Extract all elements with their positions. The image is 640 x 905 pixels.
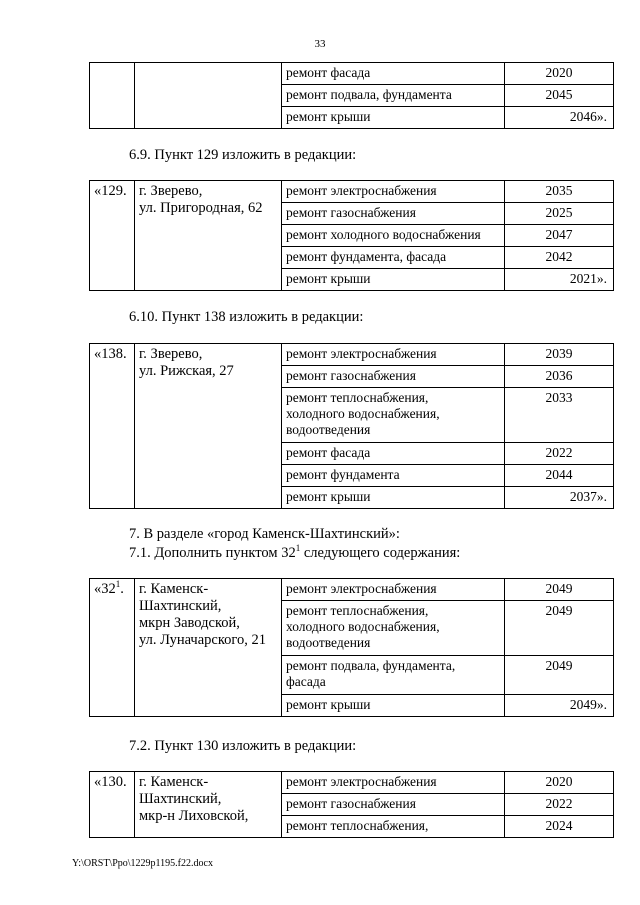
year-cell: 2024 [505,816,614,838]
address-line: г. Зверево, [139,183,203,199]
table-138 [89,343,614,509]
paragraph-6-9: 6.9. Пункт 129 изложить в редакции: [129,147,357,163]
year-cell: 2046». [505,107,614,129]
table-row [90,63,614,85]
table-continuation [89,62,614,129]
work-cell: ремонт газоснабжения [282,794,505,816]
paragraph-7-1 [129,544,460,562]
address-cell [135,579,282,717]
paragraph-6-10: 6.10. Пункт 138 изложить в редакции: [129,309,364,325]
work-cell: ремонт фундамента, фасада [282,247,505,269]
work-cell: ремонт крыши [282,269,505,291]
paragraph-7-2: 7.2. Пункт 130 изложить в редакции: [129,738,357,754]
paragraph-text: следующего содержания: [300,545,461,561]
address-line: Шахтинский, [139,791,222,807]
year-cell: 2022 [505,794,614,816]
num-cell [90,63,135,129]
work-cell: ремонт электроснабжения [282,344,505,366]
table-row [90,579,614,601]
work-line: ремонт теплоснабжения, [286,603,429,618]
num-cell [90,579,135,717]
work-cell: ремонт подвала, фундамента [282,85,505,107]
work-cell [282,388,505,443]
address-line: ул. Рижская, 27 [139,363,234,379]
year-cell: 2021». [505,269,614,291]
table-row [90,772,614,794]
work-cell: ремонт фундамента [282,465,505,487]
year-cell: 2049 [505,579,614,601]
table-row [90,344,614,366]
table-32-1 [89,578,614,717]
footer-file-path: Y:\ORST\Ppo\1229p1195.f22.docx [72,858,213,869]
year-cell: 2049». [505,695,614,717]
address-cell [135,63,282,129]
work-line: водоотведения [286,635,371,650]
work-cell: ремонт крыши [282,487,505,509]
work-cell [282,656,505,695]
year-cell: 2047 [505,225,614,247]
table-129 [89,180,614,291]
year-cell: 2049 [505,656,614,695]
work-cell: ремонт электроснабжения [282,772,505,794]
work-cell: ремонт электроснабжения [282,579,505,601]
work-cell: ремонт фасада [282,63,505,85]
address-line: ул. Пригородная, 62 [139,200,263,216]
year-cell: 2020 [505,63,614,85]
address-cell [135,344,282,509]
address-line: ул. Луначарского, 21 [139,632,266,648]
work-line: холодного водоснабжения, [286,406,440,421]
work-cell: ремонт фасада [282,443,505,465]
address-cell [135,772,282,838]
work-cell: ремонт газоснабжения [282,366,505,388]
address-line: г. Каменск- [139,774,209,790]
year-cell: 2037». [505,487,614,509]
year-cell: 2044 [505,465,614,487]
work-line: ремонт теплоснабжения, [286,390,429,405]
paragraph-text: 7.1. Дополнить пунктом 32 [129,545,296,561]
work-cell: ремонт теплоснабжения, [282,816,505,838]
address-line: мкрн Заводской, [139,615,240,631]
year-cell: 2049 [505,601,614,656]
year-cell: 2039 [505,344,614,366]
work-cell: ремонт газоснабжения [282,203,505,225]
address-line: г. Зверево, [139,346,203,362]
num-cell: «130. [90,772,135,838]
year-cell: 2022 [505,443,614,465]
year-cell: 2042 [505,247,614,269]
work-line: фасада [286,674,326,689]
work-cell: ремонт крыши [282,107,505,129]
work-cell: ремонт крыши [282,695,505,717]
work-cell [282,601,505,656]
num-cell: «138. [90,344,135,509]
work-line: холодного водоснабжения, [286,619,440,634]
num-text: «32 [94,581,116,597]
work-cell: ремонт холодного водоснабжения [282,225,505,247]
year-cell: 2045 [505,85,614,107]
year-cell: 2025 [505,203,614,225]
table-130 [89,771,614,838]
page-number: 33 [314,38,326,50]
work-line: водоотведения [286,422,371,437]
paragraph-7: 7. В разделе «город Каменск-Шахтинский»: [129,526,400,542]
address-line: г. Каменск- [139,581,209,597]
address-line: Шахтинский, [139,598,222,614]
num-text: . [120,581,124,597]
address-line: мкр-н Лиховской, [139,808,249,824]
year-cell: 2035 [505,181,614,203]
superscript: 1 [295,543,301,554]
year-cell: 2033 [505,388,614,443]
work-cell: ремонт электроснабжения [282,181,505,203]
num-cell: «129. [90,181,135,291]
year-cell: 2036 [505,366,614,388]
table-row [90,181,614,203]
year-cell: 2020 [505,772,614,794]
superscript: 1 [115,579,121,590]
work-line: ремонт подвала, фундамента, [286,658,456,673]
address-cell [135,181,282,291]
